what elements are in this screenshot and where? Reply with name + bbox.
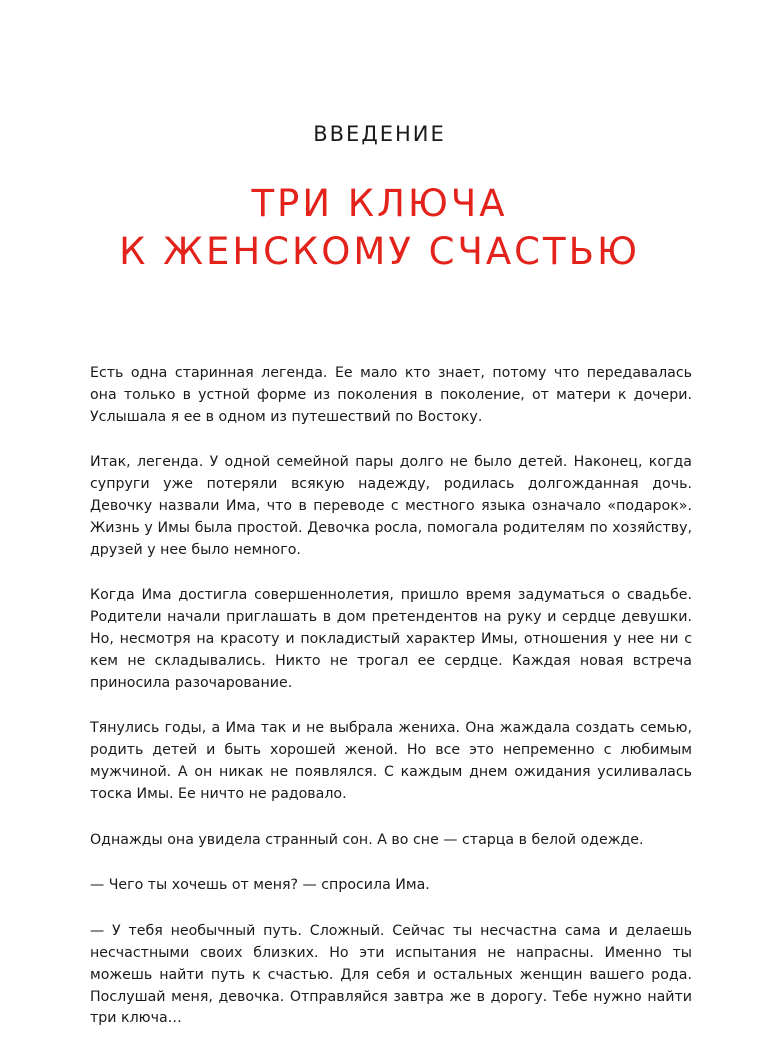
- paragraph: Тянулись годы, а Има так и не выбрала жениха. Она жаждала создать семью, родить детей и быть хорошей женой. Но все это непременно с любимым мужчиной. А он никак не появлялся. С каждым днем ожидания усиливалась тоска Имы. Ее ничто не радовало.: [90, 720, 692, 802]
- body-text: [90, 363, 692, 1054]
- paragraph: Однажды она увидела странный сон. А во сне — старца в белой одежде.: [90, 831, 644, 848]
- paragraph: Итак, легенда. У одной семейной пары долго не было детей. Наконец, когда супруги уже потеряли всякую надежду, родилась долгожданная дочь. Девочку назвали Има, что в переводе с местного языка означало «подарок». Жизнь у Имы была простой. Девочка росла, помогала родителям по хозяйству, друзей у нее было немного.: [90, 454, 692, 558]
- chapter-title-line-1: ТРИ КЛЮЧА: [251, 182, 508, 225]
- paragraph: Есть одна старинная легенда. Ее мало кто знает, потому что передавалась она только в устной форме из поколения в поколение, от матери к дочери. Услышала я ее в одном из путешествий по Востоку.: [90, 365, 692, 425]
- chapter-title-line-2: К ЖЕНСКОМУ СЧАСТЬЮ: [119, 230, 640, 273]
- chapter-title: [0, 180, 759, 276]
- paragraph: — У тебя необычный путь. Сложный. Сейчас ты несчастна сама и делаешь несчастными своих близких. Но эти испытания не напрасны. Именно ты можешь найти путь к счастью. Для себя и остальных женщин вашего рода. Послушай меня, девочка. Отправляйся завтра же в дорогу. Тебе нужно найти три ключа…: [90, 923, 692, 1027]
- paragraph: — Чего ты хочешь от меня? — спросила Има.: [90, 877, 430, 894]
- paragraph: Когда Има достигла совершеннолетия, пришло время задуматься о свадьбе. Родители начали приглашать в дом претендентов на руку и сердце девушки. Но, несмотря на красоту и покладистый характер Имы, отношения у нее ни с кем не складывались. Никто не трогал ее сердце. Каждая новая встреча приносила разочарование.: [90, 587, 692, 691]
- section-label: ВВЕДЕНИЕ: [313, 122, 446, 146]
